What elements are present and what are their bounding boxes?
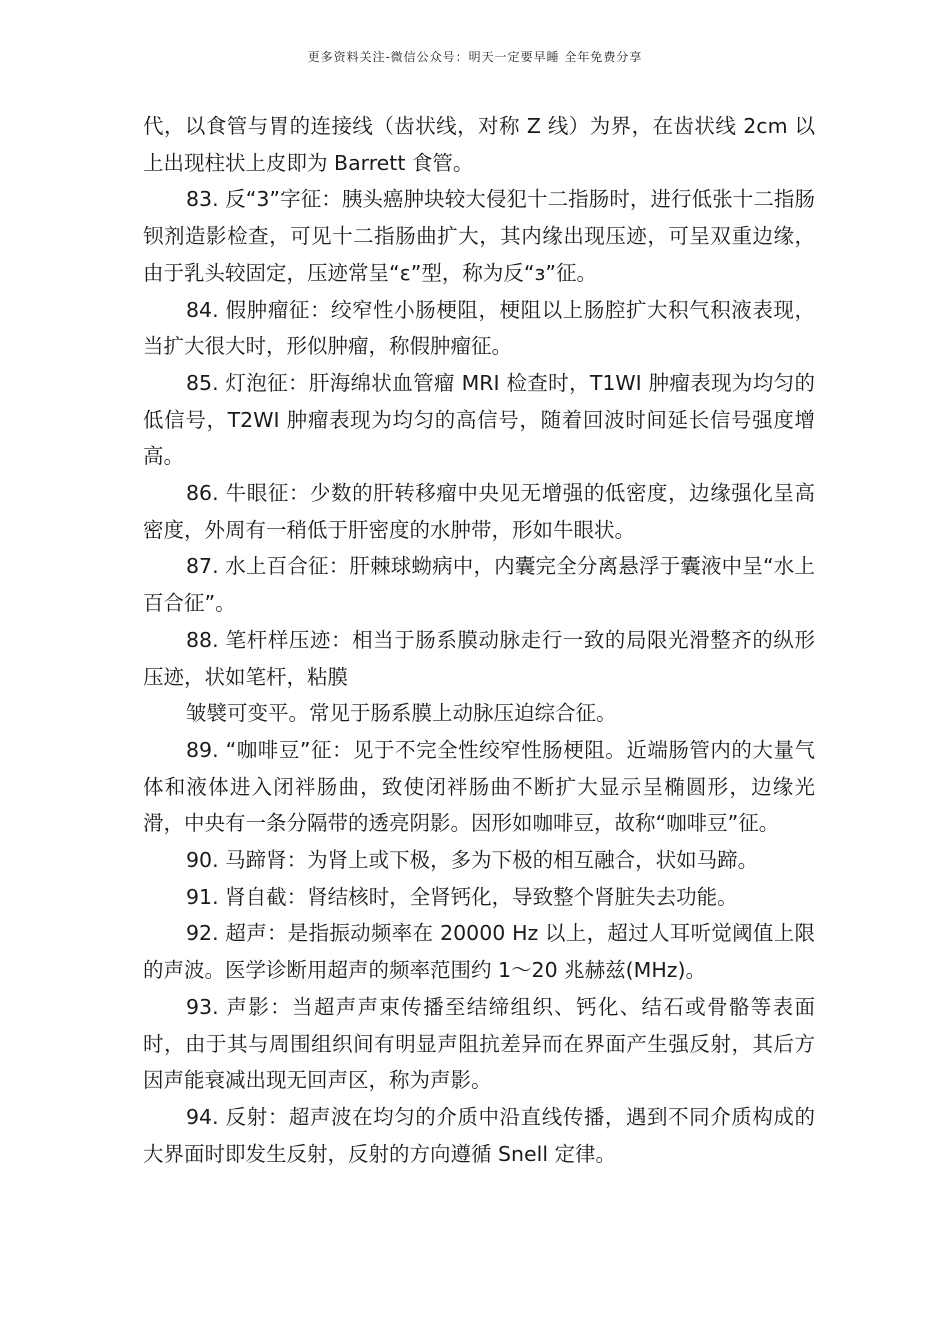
document-body <box>143 108 815 1172</box>
paragraph-90-horseshoe-kidney: 90. 马蹄肾：为肾上或下极，多为下极的相互融合，状如马蹄。 <box>186 848 759 873</box>
paragraph-barrett-continued: 代，以食管与胃的连接线（齿状线，对称 Z 线）为界，在齿状线 2cm 以上出现柱状上皮即为 Barrett 食管。 <box>143 114 816 175</box>
paragraph-84-pseudotumor-sign: 84. 假肿瘤征：绞窄性小肠梗阻，梗阻以上肠腔扩大积气积液表现，当扩大很大时，形似肿瘤，称假肿瘤征。 <box>143 297 815 359</box>
paragraph-87-water-lily-sign: 87. 水上百合征：肝棘球蚴病中，内囊完全分离悬浮于囊液中呈“水上百合征”。 <box>143 554 815 616</box>
page-header: 更多资料关注-微信公众号：明天一定要早睡 全年免费分享 <box>307 50 643 64</box>
paragraph-85-light-bulb-sign: 85. 灯泡征：肝海绵状血管瘤 MRI 检查时，T1WI 肿瘤表现为均匀的低信号，T2WI 肿瘤表现为均匀的高信号，随着回波时间延长信号强度增高。 <box>143 370 815 469</box>
paragraph-91-autonephrectomy: 91. 肾自截：肾结核时，全肾钙化，导致整个肾脏失去功能。 <box>186 884 738 909</box>
paragraph-94-reflection: 94. 反射：超声波在均匀的介质中沿直线传播，遇到不同介质构成的大界面时即发生反射，反射的方向遵循 Snell 定律。 <box>143 1104 815 1166</box>
paragraph-88-pencil-impression: 88. 笔杆样压迹：相当于肠系膜动脉走行一致的局限光滑整齐的纵形压迹，状如笔杆，粘膜 <box>143 627 815 689</box>
paragraph-89-coffee-bean-sign: 89. “咖啡豆”征：见于不完全性绞窄性肠梗阻。近端肠管内的大量气体和液体进入闭袢肠曲，致使闭袢肠曲不断扩大显示呈椭圆形，边缘光滑，中央有一条分隔带的透亮阴影。因形如咖啡豆，故称“咖啡豆”征。 <box>143 737 815 836</box>
paragraph-83-reverse-3-sign: 83. 反“3”字征：胰头癌肿块较大侵犯十二指肠时，进行低张十二指肠钡剂造影检查，可见十二指肠曲扩大，其内缘出现压迹，可呈双重边缘，由于乳头较固定，压迹常呈“ε”型，称为反“з”征。 <box>143 187 815 285</box>
paragraph-93-acoustic-shadow: 93. 声影：当超声声束传播至结缔组织、钙化、结石或骨骼等表面时，由于其与周围组织间有明显声阻抗差异而在界面产生强反射，其后方因声能衰减出现无回声区，称为声影。 <box>143 994 815 1093</box>
paragraph-92-ultrasound: 92. 超声：是指振动频率在 20000 Hz 以上，超过人耳听觉阈值上限的声波。医学诊断用超声的频率范围约 1～20 兆赫兹(MHz)。 <box>143 921 815 983</box>
paragraph-88-continued: 皱襞可变平。常见于肠系膜上动脉压迫综合征。 <box>186 701 617 726</box>
paragraph-86-bulls-eye-sign: 86. 牛眼征：少数的肝转移瘤中央见无增强的低密度，边缘强化呈高密度，外周有一稍低于肝密度的水肿带，形如牛眼状。 <box>143 481 815 542</box>
